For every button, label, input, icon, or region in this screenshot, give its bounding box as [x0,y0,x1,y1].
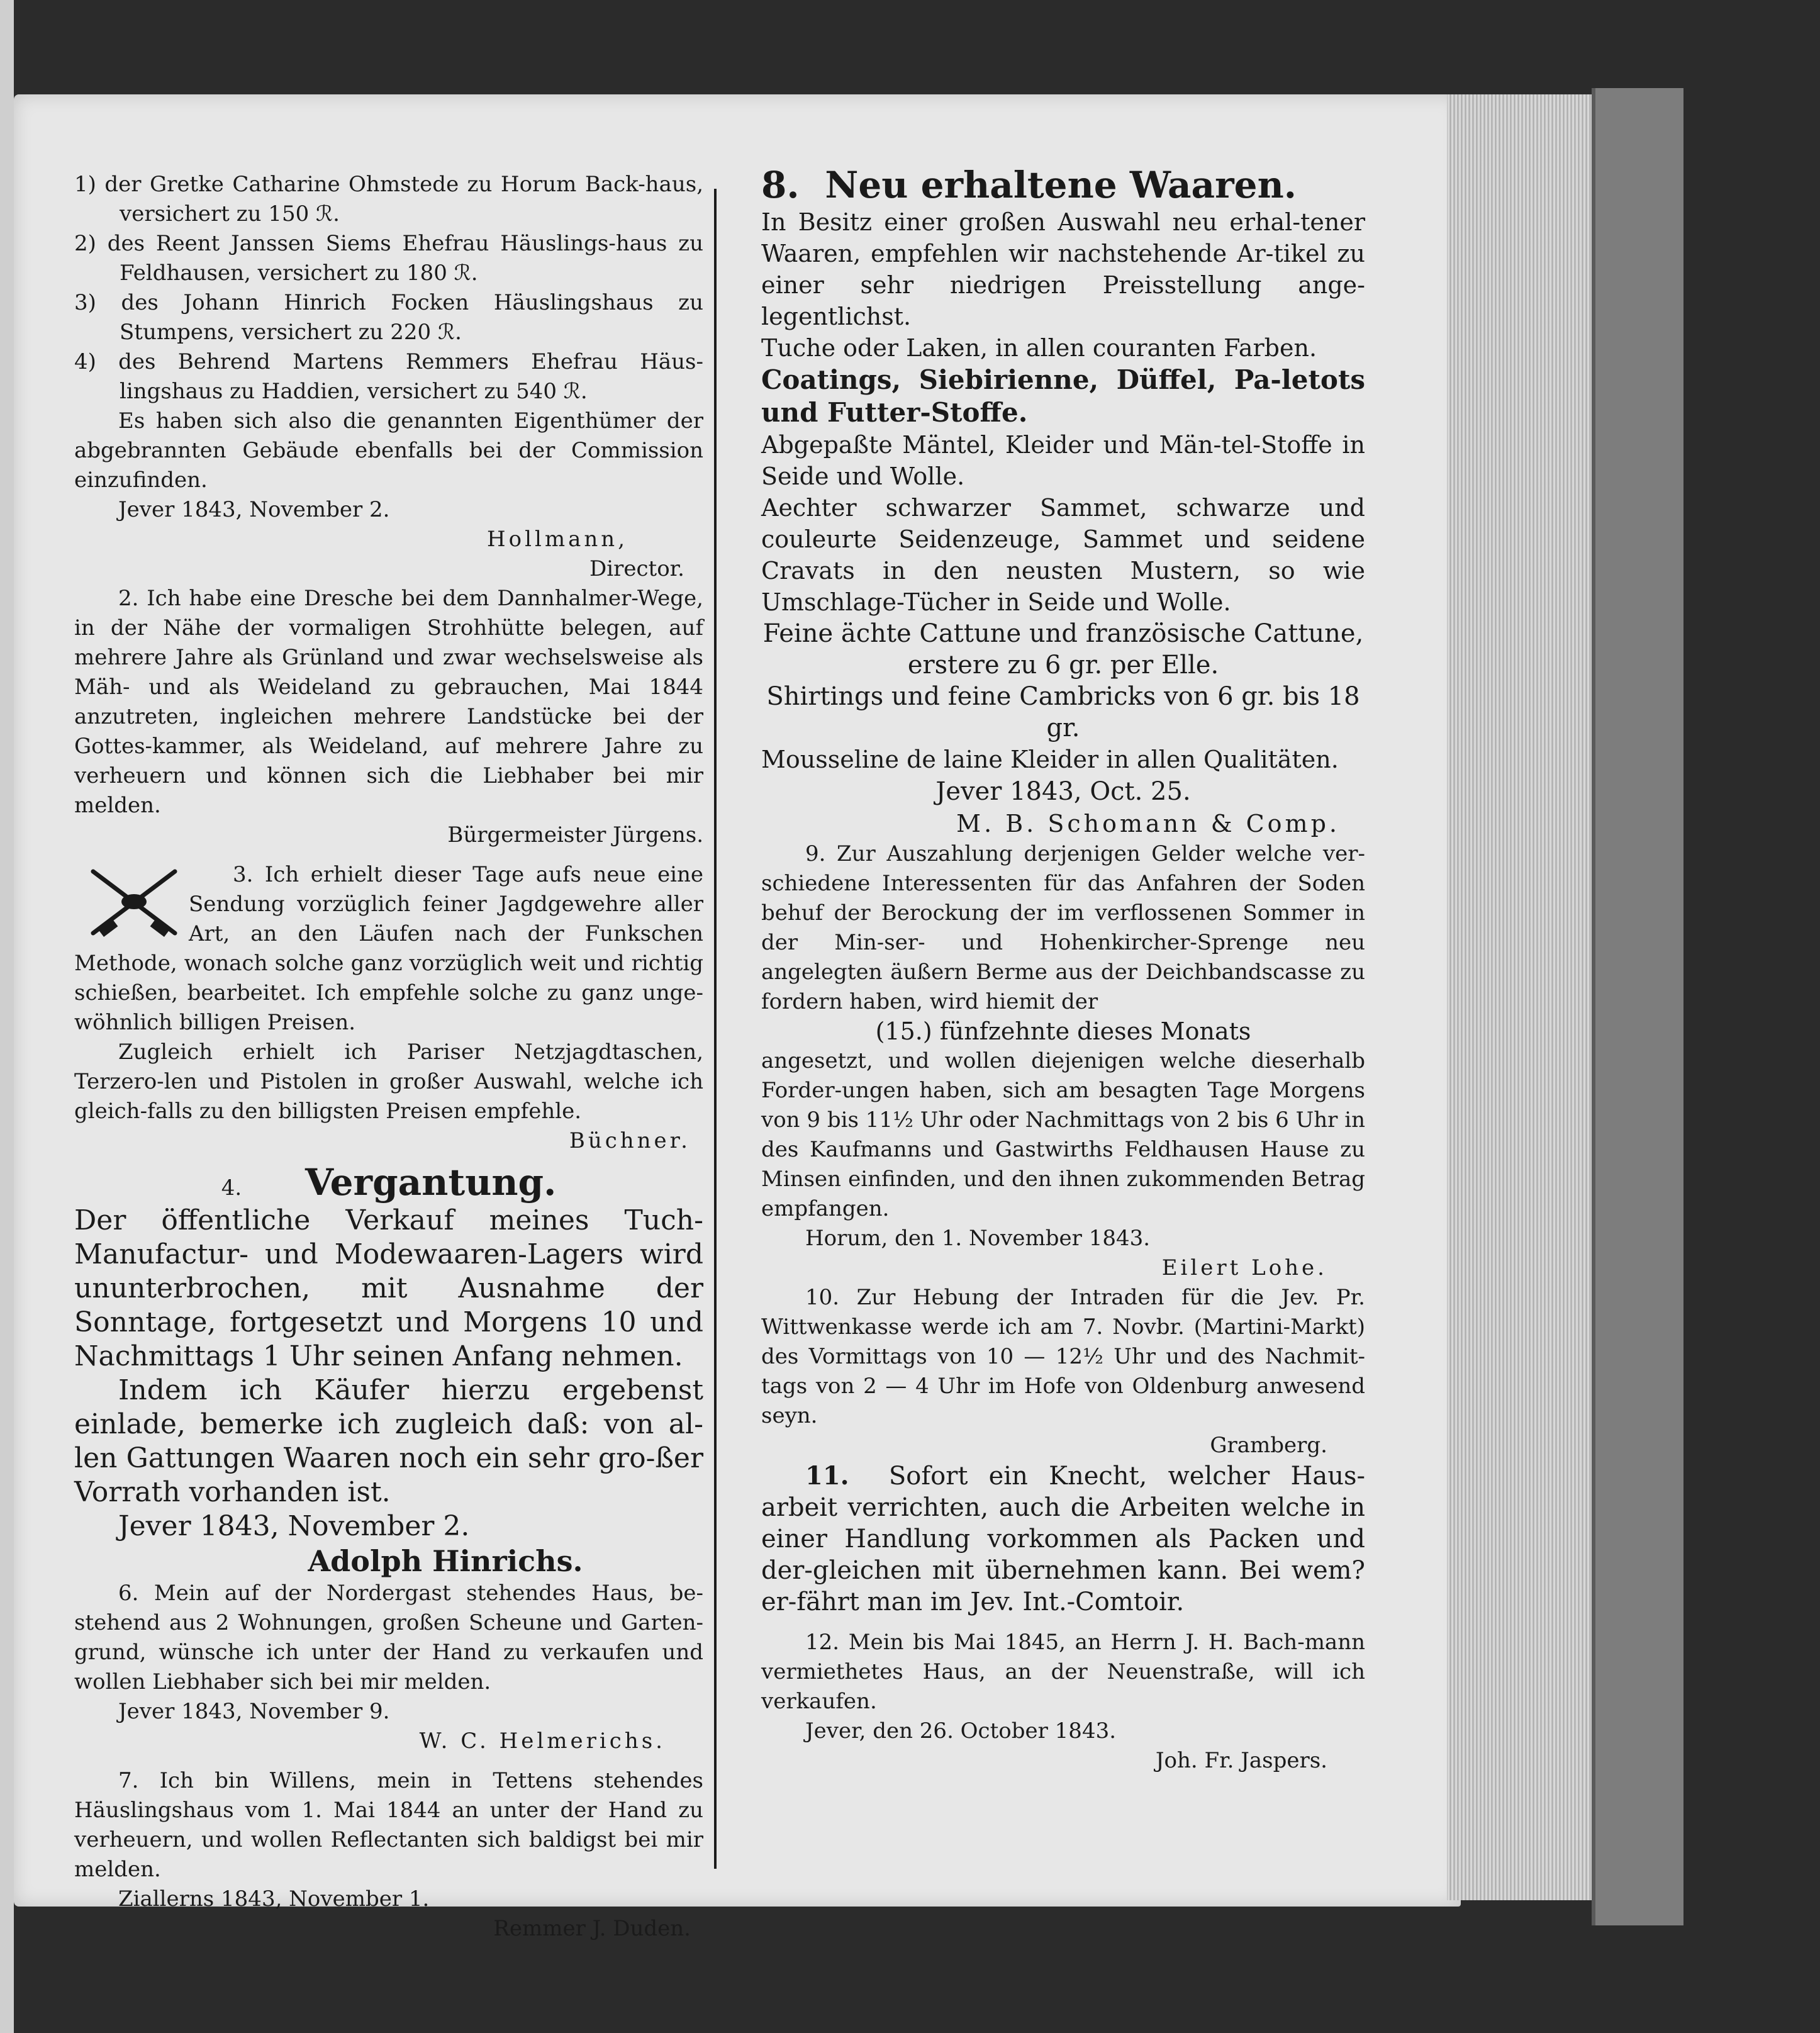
dateline: Jever 1843, November 2. [118,497,390,522]
notice-9-continued: angesetzt, und wollen diejenigen welche dieserhalb Forder-ungen haben, sich am besagten Tage Morgens von 9 bis 11½ Uhr oder Nachmittags von 2 bis 6 Uhr in des Kaufmanns und Gastwirths Feldhausen Hause zu Minsen einfinden, und den ihnen zukommenden Betrag empfangen. [761,1048,1366,1221]
notice-10: 10. Zur Hebung der Intraden für die Jev. Pr. Wittwenkasse werde ich am 7. Novbr. (Martini-Markt) des Vormittags von 10 — 12½ Uhr und des Nachmit-tags von 2 — 4 Uhr im Hofe von Oldenburg anwesend seyn. [761,1285,1365,1428]
notice-2: 2. Ich habe eine Dresche bei dem Dannhalmer-Wege, in der Nähe der vormaligen Strohhütte belegen, auf mehrere Jahre als Grünland und zwar wechselsweise als Mäh- und als Weideland zu gebrauchen, Mai 1844 anzutreten, ingleichen mehrere Landstücke bei der Gottes-kammer, als Weideland, auf mehrere Jahre zu verheuern und können sich die Liebhaber bei mir melden. [74,586,703,818]
notice-8-heading [761,164,1365,206]
list-item: 4) des Behrend Martens Remmers Ehefrau Häus-lingshaus zu Haddien, versichert zu 540 ℛ. [74,349,703,404]
dateline: Jever 1843, Oct. 25. [935,777,1191,806]
signature: Büchner. [569,1128,691,1153]
notice-3-continued: Zugleich erhielt ich Pariser Netzjagdtaschen, Terzero-len und Pistolen in großer Auswahl, welche ich gleich-falls zu den billigsten Preisen empfehle. [74,1039,703,1124]
signature: Eilert Lohe. [1161,1255,1327,1280]
list-item: 3) des Johann Hinrich Focken Häuslingshaus zu Stumpens, versichert zu 220 ℛ. [74,290,703,345]
signature-title: Director. [589,556,684,581]
list-item: 2) des Reent Janssen Siems Ehefrau Häuslings-haus zu Feldhausen, versichert zu 180 ℛ. [74,231,703,286]
notice-8-intro: In Besitz einer großen Auswahl neu erhal-tener Waaren, empfehlen wir nachstehende Ar-tikel zu einer sehr niedrigen Preisstellung ange-legentlichst. [761,208,1365,330]
notice-9-date: (15.) fünfzehnte dieses Monats [875,1017,1251,1045]
notice-11 [761,1460,1365,1618]
notice-9: 9. Zur Auszahlung derjenigen Gelder welche ver-schiedene Interessenten für das Anfahren der Soden behuf der Berockung der im verflossenen Sommer in der Min-ser- und Hohenkircher-Sprenge neu angelegten äußern Berme aus der Deichbandscasse zu fordern haben, wird hiemit der [761,841,1365,1014]
signature: Hollmann, [487,527,628,552]
notice-title: Neu erhaltene Waaren. [825,164,1297,206]
book-cover [1592,88,1683,1925]
product-line: Abgepaßte Mäntel, Kleider und Män-tel-Stoffe in Seide und Wolle. [761,431,1365,490]
notice-6: 6. Mein auf der Nordergast stehendes Haus, be-stehend aus 2 Wohnungen, großen Scheune und Garten-grund, wünsche ich unter der Hand zu verkaufen und wollen Liebhaber sich bei mir melden. [74,1581,703,1694]
crossed-guns-icon [87,864,181,939]
signature: W. C. Helmerichs. [419,1728,666,1754]
product-line: Mousseline de laine Kleider in allen Qualitäten. [761,746,1339,773]
notice-title: Vergantung. [304,1161,557,1204]
dateline: Ziallerns 1843, November 1. [118,1886,430,1912]
dateline: Jever 1843, November 9. [118,1699,390,1724]
background [0,0,1820,94]
product-line: Aechter schwarzer Sammet, schwarze und couleurte Seidenzeuge, Sammet und seidene Cravats in den neusten Mustern, so wie Umschlage-Tücher in Seide und Wolle. [761,494,1365,616]
dateline: Horum, den 1. November 1843. [805,1226,1151,1251]
notice-number: 4. [221,1175,242,1201]
notice-number: 8. [761,164,800,206]
notice-text: Es haben sich also die genannten Eigenthümer der abgebrannten Gebäude ebenfalls bei der Commission einzufinden. [74,408,703,493]
dateline: Jever, den 26. October 1843. [805,1718,1117,1744]
right-column [761,164,1366,1776]
notice-number: 11. [805,1461,849,1491]
product-line: Shirtings und feine Cambricks von 6 gr. bis 18 gr. [766,682,1360,742]
notice-4-text: Indem ich Käufer hierzu ergebenst einlade, bemerke ich zugleich daß: von al-len Gattungen Waaren noch ein sehr gro-ßer Vorrath vorhanden ist. [74,1374,703,1508]
notice-7: 7. Ich bin Willens, mein in Tettens stehendes Häuslingshaus vom 1. Mai 1844 an unter der Hand zu verheuern, und wollen Reflectanten sich baldigst bei mir melden. [74,1768,703,1882]
notice-4-heading [74,1161,703,1204]
book-page-edges [1447,94,1592,1900]
notice-12: 12. Mein bis Mai 1845, an Herrn J. H. Bach-mann vermiethetes Haus, an der Neuenstraße, will ich verkaufen. [761,1630,1365,1714]
signature: Remmer J. Duden. [493,1916,691,1941]
dateline: Jever 1843, November 2. [118,1510,470,1542]
signature: Gramberg. [1210,1433,1327,1458]
product-line: Feine ächte Cattune und französische Cattune, erstere zu 6 gr. per Elle. [762,619,1364,680]
signature: Joh. Fr. Jaspers. [1155,1748,1327,1773]
column-divider [714,189,717,1869]
notice-11-text: Sofort ein Knecht, welcher Haus-arbeit verrichten, auch die Arbeiten welche in einer Handlung vorkommen als Packen und der-gleichen mit übernehmen kann. Bei wem? er-fährt man im Jev. Int.-Comtoir. [761,1462,1365,1616]
list-item: 1) der Gretke Catharine Ohmstede zu Horum Back-haus, versichert zu 150 ℛ. [74,172,703,227]
signature: Adolph Hinrichs. [308,1544,583,1578]
product-line: Tuche oder Laken, in allen couranten Farben. [761,334,1317,362]
left-column [74,170,703,1944]
facing-page-edge [0,0,14,2033]
signature: Bürgermeister Jürgens. [447,822,703,848]
signature: M. B. Schomann & Comp. [956,810,1340,837]
notice-3: 3. Ich erhielt dieser Tage aufs neue eine Sendung vorzüglich feiner Jagdgewehre aller Art, an den Läufen nach der Funkschen Methode, wonach solche ganz vorzüglich weit und richtig schießen, bearbeitet. Ich empfehle solche zu ganz unge-wöhnlich billigen Preisen. [74,862,703,1035]
notice-4-text: Der öffentliche Verkauf meines Tuch-Manufactur- und Modewaaren-Lagers wird ununterbrochen, mit Ausnahme der Sonntage, fortgesetzt und Morgens 10 und Nachmittags 1 Uhr seinen Anfang nehmen. [74,1204,703,1372]
product-line: Coatings, Siebirienne, Düffel, Pa-letots und Futter-Stoffe. [761,364,1365,428]
